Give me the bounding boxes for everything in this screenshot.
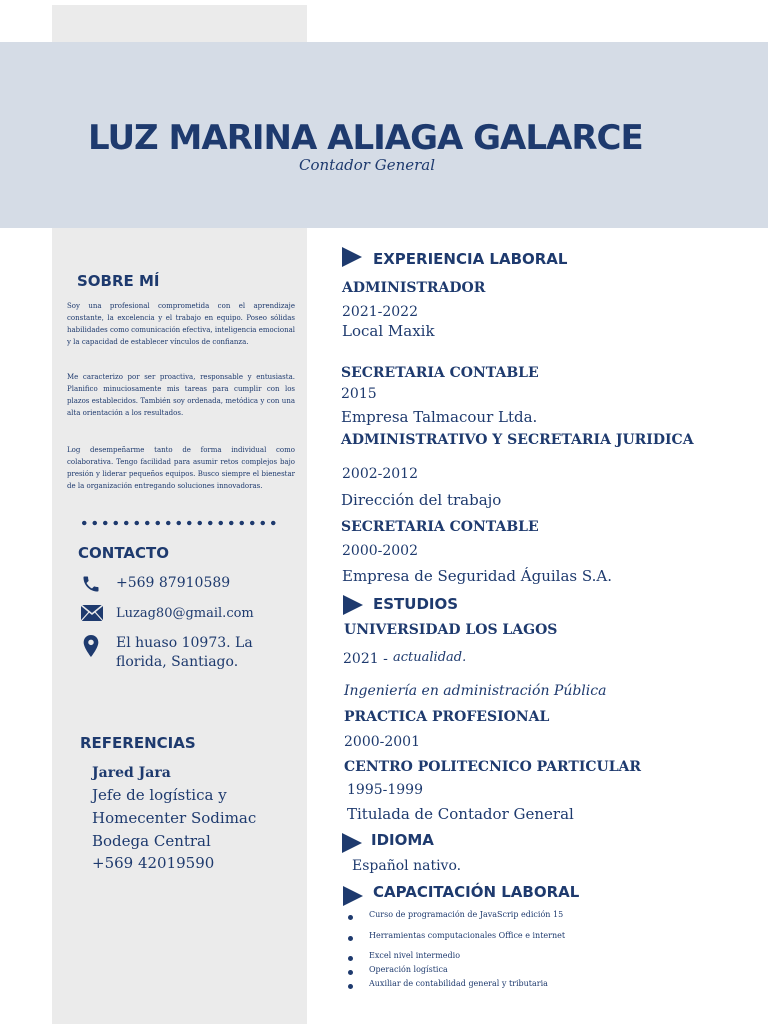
reference-line-2: Homecenter Sodimac: [92, 809, 257, 827]
person-role: Contador General: [299, 156, 436, 174]
about-paragraph-2: Me caracterizo por ser proactiva, responsable y entusiasta. Planifico minuciosamente mis tareas para cumplir con los plazos establecidos. También soy ordenada, metódica y con una alta orientación a los resultados.: [67, 373, 295, 417]
references-title: REFERENCIAS: [80, 734, 196, 752]
person-name: LUZ MARINA ALIAGA GALARCE: [88, 118, 643, 158]
experience-title: EXPERIENCIA LABORAL: [373, 250, 568, 268]
dotted-divider: [79, 520, 279, 526]
job-1-title: ADMINISTRADOR: [342, 280, 486, 296]
training-item-1: Curso de programación de JavaScrip edición 15: [348, 910, 563, 919]
study-1-dates: 2021 -: [343, 651, 388, 667]
job-1-dates: 2021-2022: [342, 304, 418, 320]
about-title: SOBRE MÍ: [77, 272, 160, 290]
study-3-dates: 1995-1999: [347, 782, 423, 798]
language-value: Español nativo.: [352, 858, 462, 874]
reference-line-1: Jefe de logística y: [92, 786, 227, 804]
experience-arrow-icon: [342, 247, 362, 267]
contact-address: El huaso 10973. La florida, Santiago.: [116, 635, 253, 670]
training-item-2: Herramientas computacionales Office e internet: [348, 931, 565, 940]
study-3-title: CENTRO POLITECNICO PARTICULAR: [344, 759, 642, 775]
location-pin-icon: [80, 634, 104, 654]
training-item-4: Operación logística: [348, 965, 448, 974]
training-item-3: Excel nivel intermedio: [348, 951, 460, 960]
job-4-place: Empresa de Seguridad Águilas S.A.: [342, 567, 612, 585]
about-paragraph-1: Soy una profesional comprometida con el aprendizaje constante, la excelencia y el trabajo en equipo. Poseo sólidas habilidades como comunicación efectiva, inteligencia emocional y la capacidad de establecer vínculos de confianza.: [67, 302, 295, 346]
language-title: IDIOMA: [371, 831, 434, 849]
job-2-place: Empresa Talmacour Ltda.: [341, 408, 538, 426]
job-3-dates: 2002-2012: [342, 466, 418, 482]
contact-phone-row: [80, 574, 295, 594]
contact-phone[interactable]: +569 87910589: [116, 575, 231, 591]
reference-name: Jared Jara: [92, 765, 171, 781]
phone-icon: [80, 574, 104, 594]
contact-email-row: [80, 604, 295, 624]
contact-email[interactable]: Luzag80@gmail.com: [116, 606, 254, 621]
training-item-5: Auxiliar de contabilidad general y tributaria: [348, 979, 548, 988]
mail-icon: [80, 604, 104, 624]
job-2-title: SECRETARIA CONTABLE: [341, 365, 539, 381]
study-1-detail: Ingeniería en administración Pública: [344, 683, 607, 699]
job-4-dates: 2000-2002: [342, 543, 418, 559]
job-3-title: ADMINISTRATIVO Y SECRETARIA JURIDICA: [341, 432, 694, 448]
study-1-title: UNIVERSIDAD LOS LAGOS: [344, 622, 558, 638]
study-2-dates: 2000-2001: [344, 734, 420, 750]
reference-phone: +569 42019590: [92, 854, 215, 872]
contact-address-row: [80, 634, 295, 672]
training-arrow-icon: [343, 886, 363, 906]
language-arrow-icon: [342, 833, 362, 853]
job-3-place: Dirección del trabajo: [341, 491, 502, 509]
study-1-dates-extra: actualidad.: [393, 650, 467, 665]
job-2-dates: 2015: [341, 386, 377, 402]
reference-line-3: Bodega Central: [92, 832, 211, 850]
job-1-place: Local Maxik: [342, 322, 435, 340]
studies-title: ESTUDIOS: [373, 595, 459, 613]
study-2-title: PRACTICA PROFESIONAL: [344, 709, 550, 725]
about-paragraph-3: Log desempeñarme tanto de forma individual como colaborativa. Tengo facilidad para asumir retos complejos bajo presión y liderar pequeños equipos. Busco siempre el bienestar de la organización entregando soluciones innovadoras.: [67, 446, 295, 490]
study-3-detail: Titulada de Contador General: [347, 805, 574, 823]
studies-arrow-icon: [343, 595, 363, 615]
job-4-title: SECRETARIA CONTABLE: [341, 519, 539, 535]
training-title: CAPACITACIÓN LABORAL: [373, 883, 580, 901]
contact-title: CONTACTO: [78, 544, 169, 562]
